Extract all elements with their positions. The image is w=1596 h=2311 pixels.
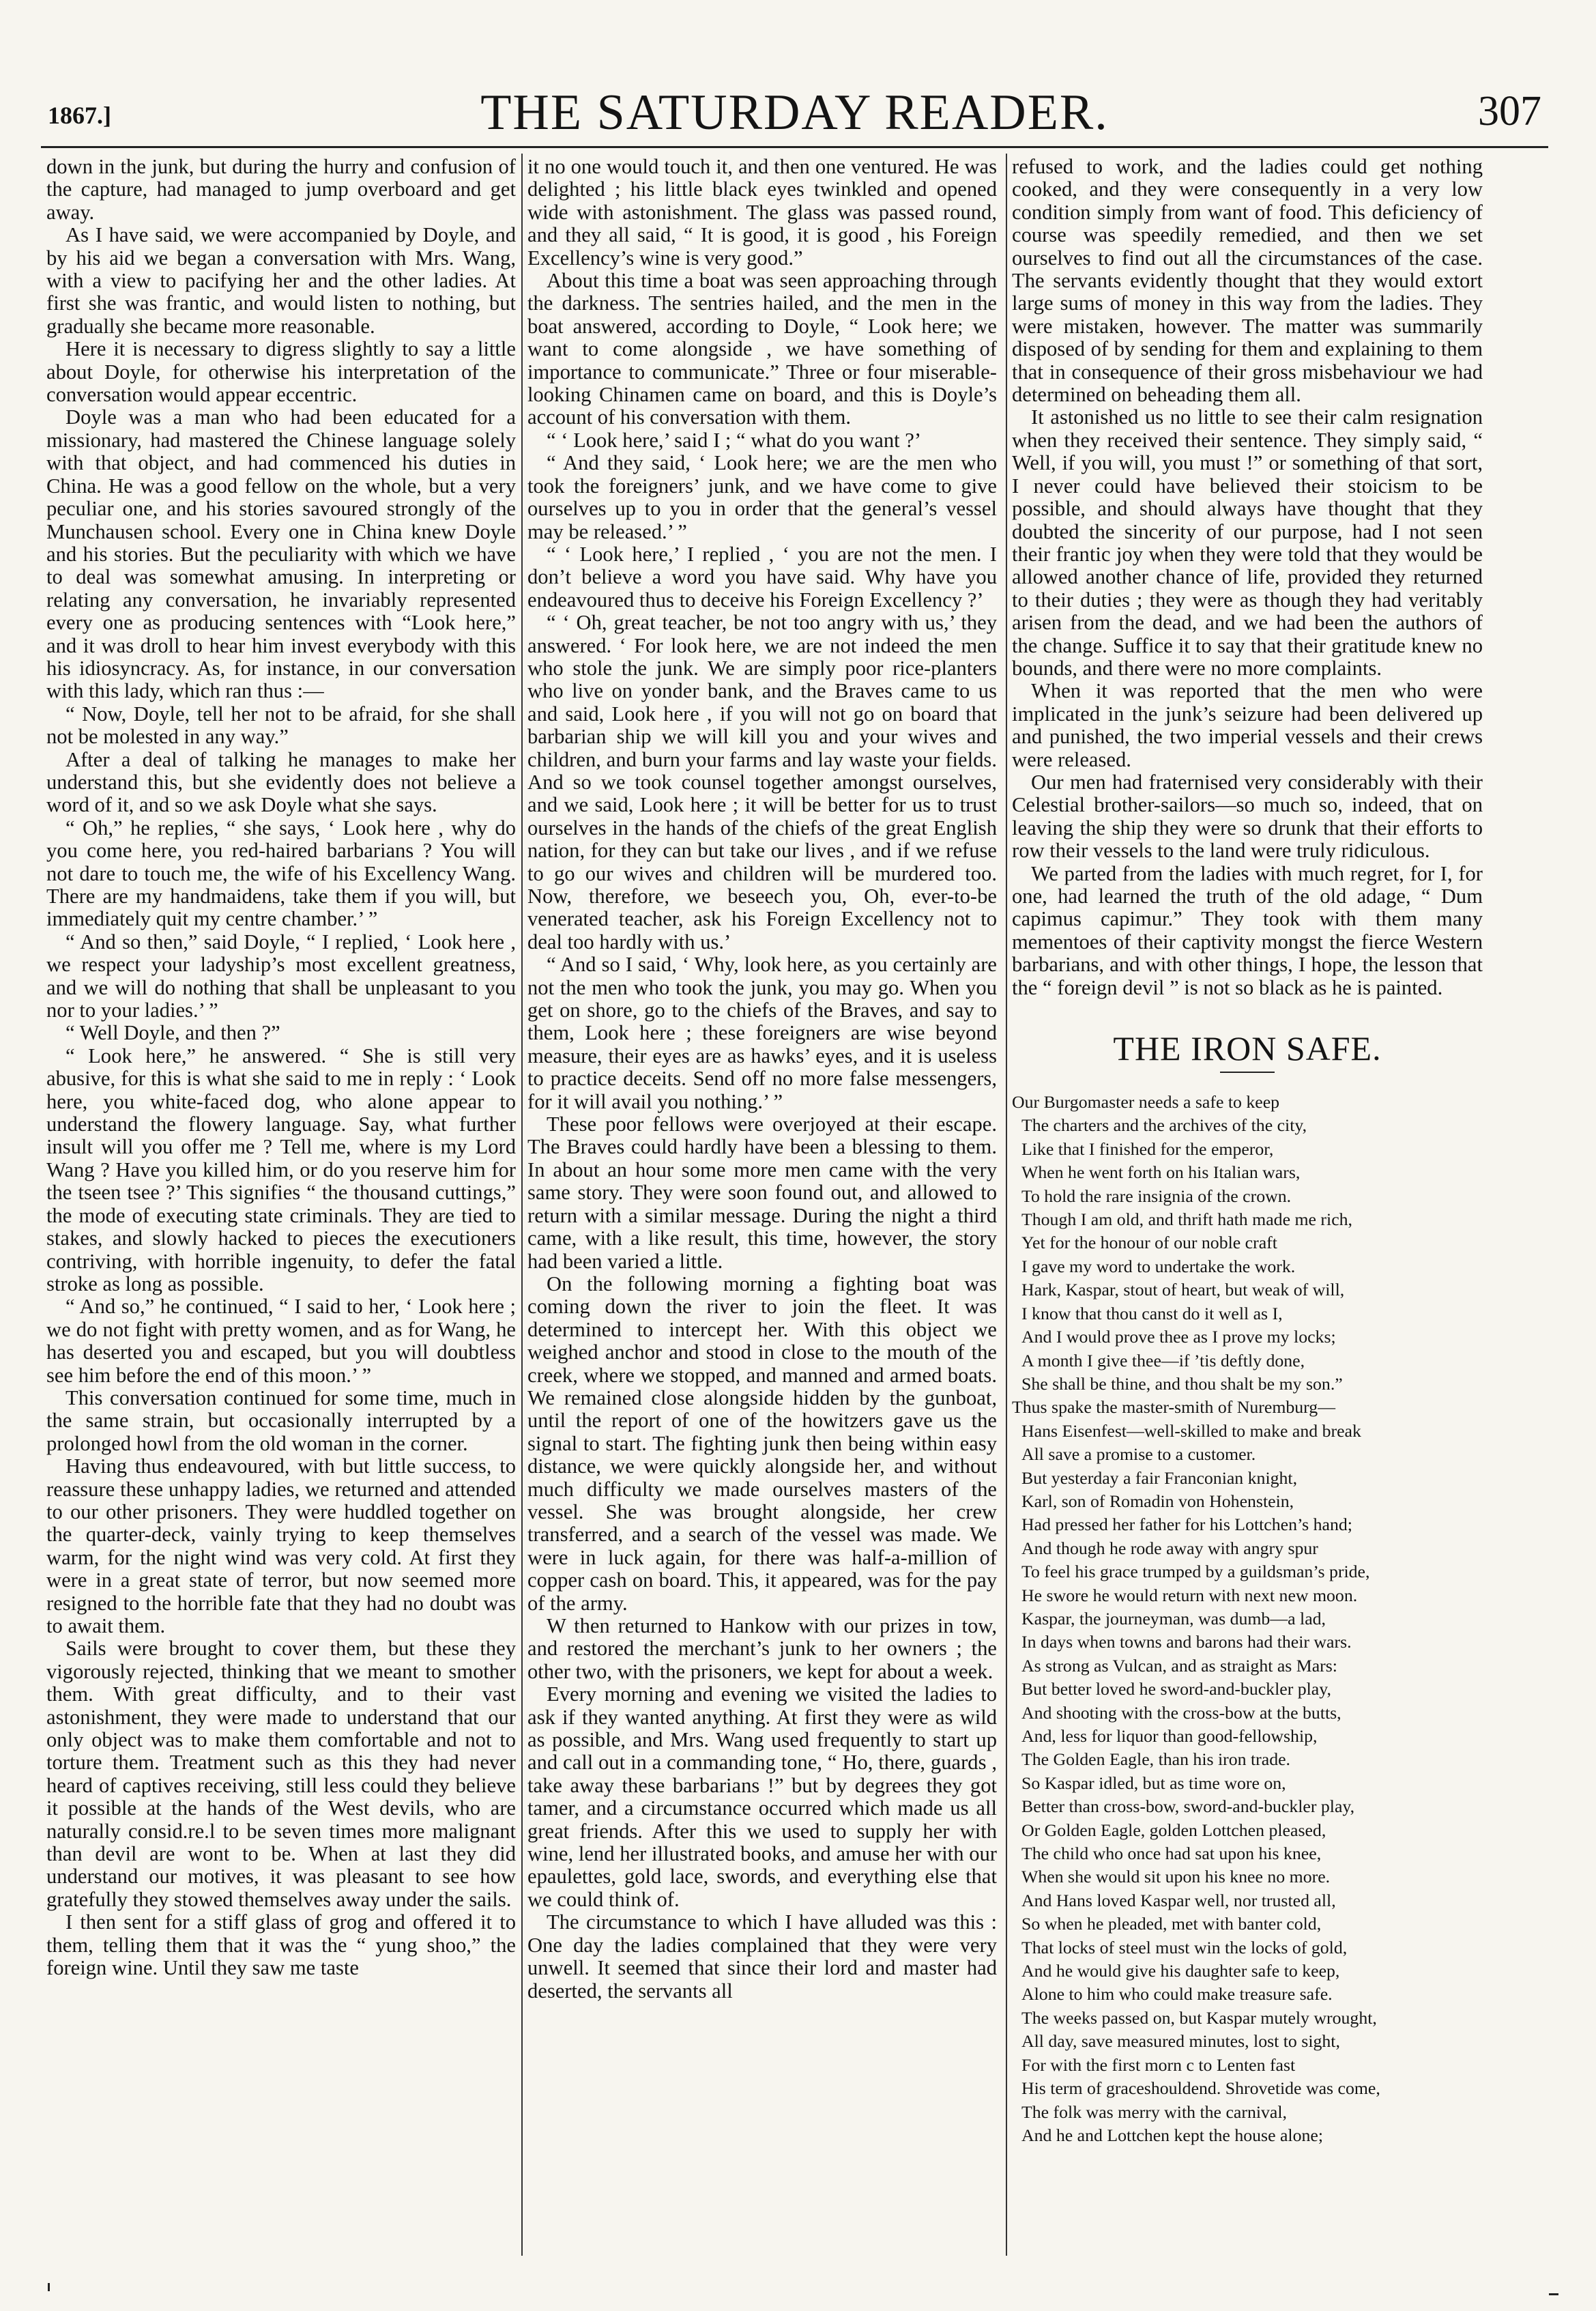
masthead-title: THE SATURDAY READER. <box>480 85 1109 141</box>
poem-line: A month I give thee—if ’tis deftly done, <box>1021 1350 1305 1370</box>
paragraph: “ ‘ Look here,’ I replied , ‘ you are not the men. I don’t believe a word you have said. Why have you endeavoured thus to deceive his Foreign Excellency ?’ <box>527 542 997 612</box>
poem-line: And I would prove thee as I prove my locks; <box>1021 1327 1336 1347</box>
section-title: THE IRON SAFE. <box>1113 1029 1382 1068</box>
scan-artifact <box>1549 2293 1558 2295</box>
paragraph: As I have said, we were accompanied by Doyle, and by his aid we began a conversation with Mrs. Wang, with a view to pacifying her and the other ladies. At first she was frantic, and would listen to nothing, but gradually she became more reasonable. <box>46 223 516 338</box>
paragraph: Here it is necessary to digress slightly to say a little about Doyle, for otherwise his interpretation of the conversation would appear eccentric. <box>46 337 516 407</box>
paragraph: “ And so then,” said Doyle, “ I replied, ‘ Look here , we respect your ladyship’s most excellent greatness, and we will do nothing that shall be unpleasant to you nor to your ladies.’ ” <box>46 930 516 1022</box>
poem-line: When he went forth on his Italian wars, <box>1021 1162 1301 1183</box>
paragraph: “ Look here,” he answered. “ She is still very abusive, for this is what she said to me in reply : ‘ Look here, you white-faced dog, who alone appear to understand the flowery language. Say, what further insult will you offer me ? Tell me, where is my Lord Wang ? Have you killed him, or do you reserve him for the tseen tsee ?’ This signifies “ the thousand cuttings,” the mode of executing state criminals. They are tied to stakes, and slowly hacked to pieces the executioners contriving, with horrible ingenuity, to defer the fatal stroke as long as possible. <box>46 1044 516 1295</box>
poem-line: I know that thou canst do it well as I, <box>1021 1303 1283 1323</box>
poem-line: She shall be thine, and thou shalt be my son.” <box>1021 1373 1343 1394</box>
poem-line: He swore he would return with next new moon. <box>1021 1585 1358 1605</box>
paragraph: down in the junk, but during the hurry and confusion of the capture, had managed to jump overboard and get away. <box>46 156 516 224</box>
paragraph: “ ‘ Oh, great teacher, be not too angry with us,’ they answered. ‘ For look here, we are not indeed the men who stole the junk. We are simply poor rice-planters who live on yonder bank, and the Braves came to us and said, Look here , if you will not go on board that barbarian ship we will kill you and your wives and children, and burn your farms and lay waste your fields. And so we took counsel together amongst ourselves, and we said, Look here ; it will be better for us to trust ourselves in the hands of the chiefs of the great English nation, for they can but take our lives , and if we refuse to go our wives and children will be murdered too. Now, therefore, we beseech you, Oh, ever-to-be venerated teacher, ask his Foreign Excellency not to deal too hardly with us.’ <box>527 611 997 953</box>
poem-line: The folk was merry with the carnival, <box>1021 2101 1287 2122</box>
poem-line: In days when towns and barons had their wars. <box>1021 1632 1352 1652</box>
poem-line: But yesterday a fair Franconian knight, <box>1021 1467 1298 1488</box>
poem-line: The child who once had sat upon his knee, <box>1021 1843 1322 1864</box>
header-rule <box>41 146 1548 148</box>
poem-line: And, less for liquor than good-fellowship, <box>1021 1726 1318 1746</box>
paragraph: We parted from the ladies with much regret, for I, for one, had learned the truth of the old adage, “ Dum capimus capimur.” They took with them many mementoes of their captivity mongst the fierce Western barbarians, and with other things, I hope, the lesson that the “ foreign devil ” is not so black as he is painted. <box>1012 861 1483 999</box>
poem-line: The Golden Eagle, than his iron trade. <box>1021 1749 1290 1770</box>
poem-line: His term of graceshouldend. Shrovetide was come, <box>1021 2078 1380 2099</box>
text-column-1 <box>46 156 516 2271</box>
column-divider <box>521 154 523 2256</box>
poem-line: Karl, son of Romadin von Hohenstein, <box>1021 1491 1294 1511</box>
poem-line: To hold the rare insignia of the crown. <box>1021 1186 1292 1206</box>
paragraph: This conversation continued for some time, much in the same strain, but occasionally interrupted by a prolonged howl from the old woman in the corner. <box>46 1386 516 1455</box>
poem-line: Better than cross-bow, sword-and-buckler play, <box>1021 1796 1355 1817</box>
poem-line: Thus spake the master-smith of Nuremburg— <box>1012 1397 1336 1418</box>
title-rule <box>1220 1072 1275 1073</box>
paragraph: refused to work, and the ladies could get nothing cooked, and they were consequently in a very low condition simply from want of food. This deficiency of course was speedily remedied, and then we set ourselves to find out all the circumstances of the case. The servants evidently thought that they would extort large sums of money in this way from the ladies. They were mistaken, however. The matter was summarily disposed of by sending for them and explaining to them that in consequence of their gross misbehaviour we had determined on beheading them all. <box>1012 156 1483 407</box>
poem-line: Like that I finished for the emperor, <box>1021 1138 1274 1159</box>
poem-line: Had pressed her father for his Lottchen’s hand; <box>1021 1515 1352 1535</box>
page-header <box>41 81 1548 149</box>
poem-line: When she would sit upon his knee no more. <box>1021 1867 1331 1887</box>
poem-line: And he would give his daughter safe to keep, <box>1021 1961 1340 1981</box>
column-divider <box>1006 154 1007 2256</box>
poem-line: Our Burgomaster needs a safe to keep <box>1012 1092 1280 1113</box>
text-column-2 <box>527 156 997 2271</box>
paragraph: On the following morning a fighting boat was coming down the river to join the fleet. It was determined to intercept her. With this object we weighed anchor and stood in close to the mouth of the creek, where we stopped, and manned and armed boats. We remained close alongside hidden by the gunboat, until the report of one of the howitzers gave us the signal to start. The fighting junk then being within easy distance, we were quickly alongside her, and without much difficulty we made ourselves masters of the vessel. She was brought alongside, her crew transferred, and a search of the vessel was made. We were in luck again, for there was half-a-million of copper cash on board. This, it appeared, was for the pay of the army. <box>527 1272 997 1615</box>
paragraph: After a deal of talking he manages to make her understand this, but she evidently does not believe a word of it, and so we ask Doyle what she says. <box>46 747 516 817</box>
paragraph: When it was reported that the men who were implicated in the junk’s seizure had been delivered up and punished, the two imperial vessels and their crews were released. <box>1012 679 1483 771</box>
poem-line: Hark, Kaspar, stout of heart, but weak of will, <box>1021 1280 1345 1300</box>
page-number: 307 <box>1478 88 1541 134</box>
paragraph: “ ‘ Look here,’ said I ; “ what do you want ?’ <box>547 428 922 452</box>
poem-line: So when he pleaded, met with banter cold, <box>1021 1914 1322 1934</box>
scan-artifact <box>48 2283 50 2291</box>
poem-line: That locks of steel must win the locks of gold, <box>1021 1937 1348 1957</box>
poem-line: And shooting with the cross-bow at the butts, <box>1021 1702 1341 1723</box>
poem-line: Or Golden Eagle, golden Lottchen pleased, <box>1021 1820 1326 1840</box>
poem-line: All day, save measured minutes, lost to sight, <box>1021 2031 1340 2052</box>
paragraph: About this time a boat was seen approaching through the darkness. The sentries hailed, and the men in the boat answered, according to Doyle, “ Look here; we want to come alongside , we have something of importance to communicate.” Three or four miserable-looking Chinamen came on board, and this is Doyle’s account of his conversation with them. <box>527 269 997 429</box>
paragraph: W then returned to Hankow with our prizes in tow, and restored the merchant’s junk to her owners ; the other two, with the prisoners, we kept for about a week. <box>527 1614 997 1683</box>
paragraph: Every morning and evening we visited the ladies to ask if they wanted anything. At first they were as wild as possible, and Mrs. Wang used frequently to start up and call out in a commanding tone, “ Ho, there, guards , take away these barbarians !” but by degrees they got tamer, and a circumstance occurred which made us all great friends. After this we used to supply her with wine, lend her illustrated books, and amuse her with our epaulettes, gold lace, swords, and everything else that we could think of. <box>527 1682 997 1911</box>
paragraph: The circumstance to which I have alluded was this : One day the ladies complained that they were very unwell. It seemed that since their lord and master had deserted, the servants all <box>527 1910 997 2003</box>
poem-line: Alone to him who could make treasure safe. <box>1021 1984 1333 2005</box>
paragraph: “ And they said, ‘ Look here; we are the men who took the foreigners’ junk, and we have come to give ourselves up to you in order that the general’s vessel may be released.’ ” <box>527 451 997 543</box>
paragraph: “ And so I said, ‘ Why, look here, as you certainly are not the men who took the junk, you may go. When you get on shore, go to the chiefs of the Braves, and say to them, Look here ; these foreigners are wise beyond measure, their eyes are as hawks’ eyes, and it is useless to practice deceits. Send off no more false messengers, for it will avail you nothing.’ ” <box>527 953 997 1113</box>
paragraph: it no one would touch it, and then one ventured. He was delighted ; his little black eyes twinkled and opened wide with astonishment. The glass was passed round, and they all said, “ It is good, it is good , his Foreign Excellency’s wine is very good.” <box>527 156 997 270</box>
poem-line: And though he rode away with angry spur <box>1021 1538 1318 1558</box>
poem-line: So Kaspar idled, but as time wore on, <box>1021 1772 1286 1793</box>
paragraph: Having thus endeavoured, with but little success, to reassure these unhappy ladies, we returned and attended to our other prisoners. They were huddled together on the quarter-deck, vainly trying to keep themselves warm, for the night wind was very cold. At first they were in a great state of terror, but now seemed more resigned to the horrible fate that they had no doubt was to await them. <box>46 1454 516 1637</box>
paragraph: “ Oh,” he replies, “ she says, ‘ Look here , why do you come here, you red-haired barbarians ? You will not dare to touch me, the wife of his Excellency Wang. There are my handmaidens, take them if you will, but immediately quit my centre chamber.’ ” <box>46 816 516 931</box>
paragraph: I then sent for a stiff glass of grog and offered it to them, telling them that it was the “ yung shoo,” the foreign wine. Until they saw me taste <box>46 1910 516 1980</box>
paragraph: Doyle was a man who had been educated for a missionary, had mastered the Chinese language solely with that object, and had commenced his duties in China. He was a good fellow on the whole, but a very peculiar one, and his stories savoured strongly of the Munchausen school. Every one in China knew Doyle and his stories. But the peculiarity with which we have to deal was somewhat amusing. In interpreting or relating any conversation, he invariably represented every one as producing sentences with “Look here,” and it was droll to hear him invest everybody with this his idiosyncracy. As, for instance, in our conversation with this lady, which ran thus :— <box>46 405 516 703</box>
poem-line: All save a promise to a customer. <box>1021 1444 1256 1465</box>
poem-line: Though I am old, and thrift hath made me rich, <box>1021 1209 1352 1230</box>
poem-line: Yet for the honour of our noble craft <box>1021 1233 1277 1253</box>
paragraph: Our men had fraternised very considerably with their Celestial brother-sailors—so much so, indeed, that on leaving the ship they were so drunk that their efforts to row their vessels to the land were truly ridiculous. <box>1012 770 1483 863</box>
poem-line: To feel his grace trumped by a guildsman’s pride, <box>1021 1562 1370 1582</box>
paragraph: “ And so,” he continued, “ I said to her, ‘ Look here ; we do not fight with pretty women, and as for Wang, he has deserted you and escaped, but you will doubtless see him before the end of this moon.’ ” <box>46 1295 516 1387</box>
poem-line: But better loved he sword-and-buckler play, <box>1021 1679 1331 1699</box>
poem-line: I gave my word to undertake the work. <box>1021 1256 1296 1276</box>
poem-line: Hans Eisenfest—well-skilled to make and break <box>1021 1420 1361 1441</box>
poem <box>1012 1091 1483 2147</box>
poem-line: And Hans loved Kaspar well, nor trusted all, <box>1021 1890 1336 1910</box>
poem-line: Kaspar, the journeyman, was dumb—a lad, <box>1021 1608 1326 1628</box>
poem-line: For with the first morn c to Lenten fast <box>1021 2054 1296 2075</box>
poem-line: As strong as Vulcan, and as straight as Mars: <box>1021 1655 1337 1676</box>
paragraph: It astonished us no little to see their calm resignation when they received their sentence. They simply said, “ Well, if you will, you must !” or something of that sort, I never could have believed their stoicism to be possible, and should always have thought that they doubted the sincerity of our purpose, had I not seen their frantic joy when they were told that they would be allowed another chance of life, provided they returned to their duties ; they were as though they had veritably arisen from the dead, and we had been the authors of the change. Suffice it to say that their gratitude knew no bounds, and there were no more complaints. <box>1012 405 1483 680</box>
poem-line: The weeks passed on, but Kaspar mutely wrought, <box>1021 2007 1377 2028</box>
poem-line: The charters and the archives of the city, <box>1021 1115 1307 1136</box>
text-column-3 <box>1012 156 1483 2271</box>
paragraph: These poor fellows were overjoyed at their escape. The Braves could hardly have been a blessing to them. In about an hour some more men came with the very same story. They were soon found out, and allowed to return with a similar message. During the night a third came, with a like result, this time, however, the story had been varied a little. <box>527 1113 997 1273</box>
header-year: 1867.] <box>48 102 111 129</box>
poem-line: And he and Lottchen kept the house alone; <box>1021 2125 1323 2145</box>
paragraph: “ Now, Doyle, tell her not to be afraid, for she shall not be molested in any way.” <box>46 702 516 749</box>
paragraph: “ Well Doyle, and then ?” <box>66 1021 280 1045</box>
paragraph: Sails were brought to cover them, but these they vigorously rejected, thinking that we meant to smother them. With great difficulty, and to their vast astonishment, they were made to understand that our only object was to make them comfortable and not to torture them. Treatment such as this they had never heard of captives receiving, still less could they believe it possible at the hands of the West devils, who are naturally consid.re.l to be seven times more malignant than devil are wont to be. When at last they did understand our motives, it was pleasant to see how gratefully they stowed themselves away under the sails. <box>46 1637 516 1911</box>
